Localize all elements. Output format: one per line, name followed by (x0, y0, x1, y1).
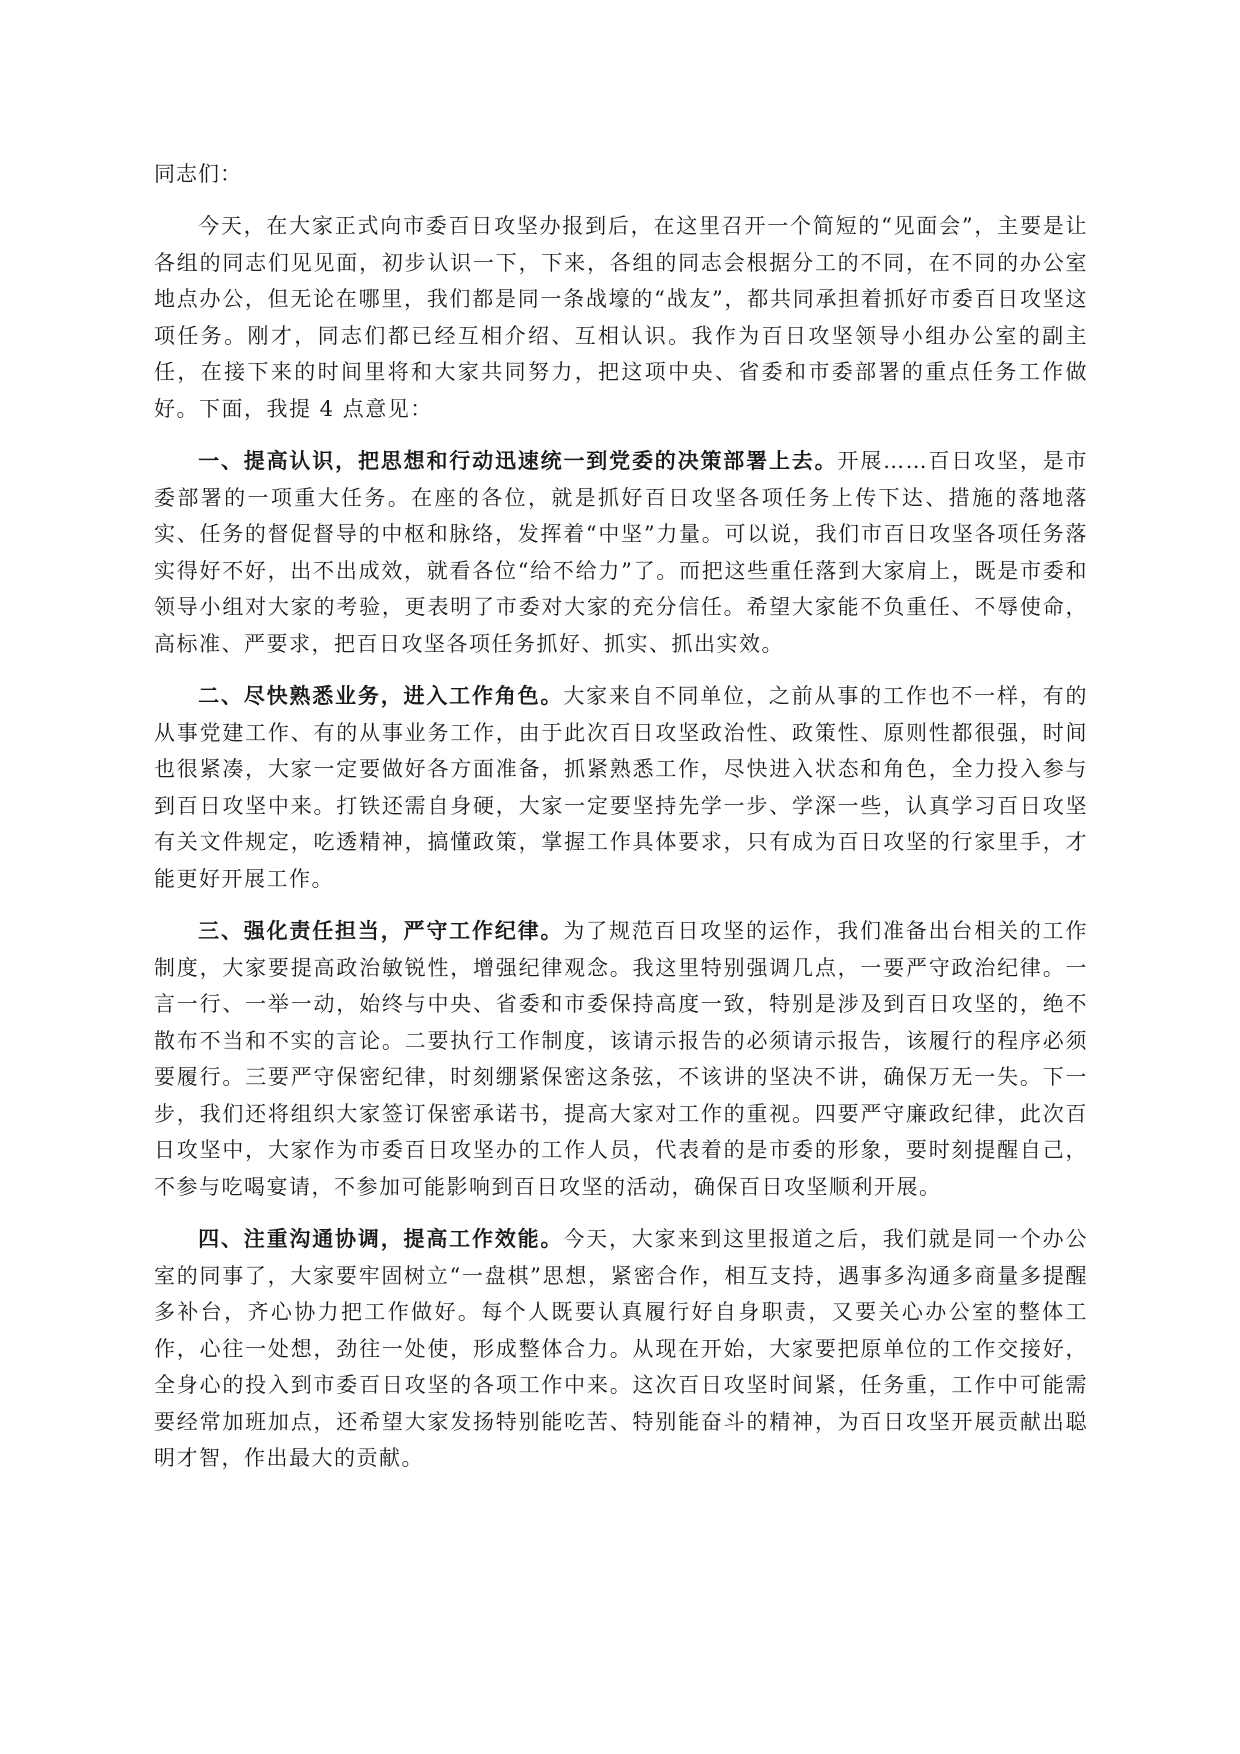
section-heading-2: 二、尽快熟悉业务，进入工作角色。 (198, 683, 564, 708)
section-body-1: 开展……百日攻坚，是市委部署的一项重大任务。在座的各位，就是抓好百日攻坚各项任务上传下达、措施的落地落实、任务的督促督导的中枢和脉络，发挥着“中坚”力量。可以说，我们市百日攻坚各项任务落实得好不好，出不出成效，就看各位“给不给力”了。而把这些重任落到大家肩上，既是市委和领导小组对大家的考验，更表明了市委对大家的充分信任。希望大家能不负重任、不辱使命，高标准、严要求，把百日攻坚各项任务抓好、抓实、抓出实效。 (154, 449, 1089, 656)
intro-paragraph: 今天，在大家正式向市委百日攻坚办报到后，在这里召开一个简短的“见面会”，主要是让各组的同志们见见面，初步认识一下，下来，各组的同志会根据分工的不同，在不同的办公室地点办公，但无论在哪里，我们都是同一条战壕的“战友”，都共同承担着抓好市委百日攻坚这项任务。刚才，同志们都已经互相介绍、互相认识。我作为百日攻坚领导小组办公室的副主任，在接下来的时间里将和大家共同努力，把这项中央、省委和市委部署的重点任务工作做好。下面，我提 4 点意见： (154, 214, 1088, 421)
section-heading-1: 一、提高认识，把思想和行动迅速统一到党委的决策部署上去。 (198, 448, 838, 473)
section-paragraph-3 (154, 913, 1088, 1205)
section-body-2: 大家来自不同单位，之前从事的工作也不一样，有的从事党建工作、有的从事业务工作，由于此次百日攻坚政治性、政策性、原则性都很强，时间也很紧凑，大家一定要做好各方面准备，抓紧熟悉工作，尽快进入状态和角色，全力投入参与到百日攻坚中来。打铁还需自身硬，大家一定要坚持先学一步、学深一些，认真学习百日攻坚有关文件规定，吃透精神，搞懂政策，掌握工作具体要求，只有成为百日攻坚的行家里手，才能更好开展工作。 (154, 684, 1089, 891)
section-heading-3: 三、强化责任担当，严守工作纪律。 (198, 918, 564, 943)
section-body-4: 今天，大家来到这里报道之后，我们就是同一个办公室的同事了，大家要牢固树立“一盘棋”思想，紧密合作，相互支持，遇事多沟通多商量多提醒多补台，齐心协力把工作做好。每个人既要认真履行好自身职责，又要关心办公室的整体工作，心往一处想，劲往一处使，形成整体合力。从现在开始，大家要把原单位的工作交接好，全身心的投入到市委百日攻坚的各项工作中来。这次百日攻坚时间紧，任务重，工作中可能需要经常加班加点，还希望大家发扬特别能吃苦、特别能奋斗的精神，为百日攻坚开展贡献出聪明才智，作出最大的贡献。 (154, 1227, 1089, 1470)
section-paragraph-2 (154, 678, 1088, 897)
section-paragraph-4 (154, 1221, 1088, 1477)
salutation: 同志们： (154, 162, 242, 186)
section-paragraph-1 (154, 443, 1088, 662)
section-body-3: 为了规范百日攻坚的运作，我们准备出台相关的工作制度，大家要提高政治敏锐性，增强纪律观念。我这里特别强调几点，一要严守政治纪律。一言一行、一举一动，始终与中央、省委和市委保持高度一致，特别是涉及到百日攻坚的，绝不散布不当和不实的言论。二要执行工作制度，该请示报告的必须请示报告，该履行的程序必须要履行。三要严守保密纪律，时刻绷紧保密这条弦，不该讲的坚决不讲，确保万无一失。下一步，我们还将组织大家签订保密承诺书，提高大家对工作的重视。四要严守廉政纪律，此次百日攻坚中，大家作为市委百日攻坚办的工作人员，代表着的是市委的形象，要时刻提醒自己，不参与吃喝宴请，不参加可能影响到百日攻坚的活动，确保百日攻坚顺利开展。 (154, 919, 1089, 1199)
document-body (154, 156, 1088, 1493)
section-heading-4: 四、注重沟通协调，提高工作效能。 (198, 1226, 564, 1251)
